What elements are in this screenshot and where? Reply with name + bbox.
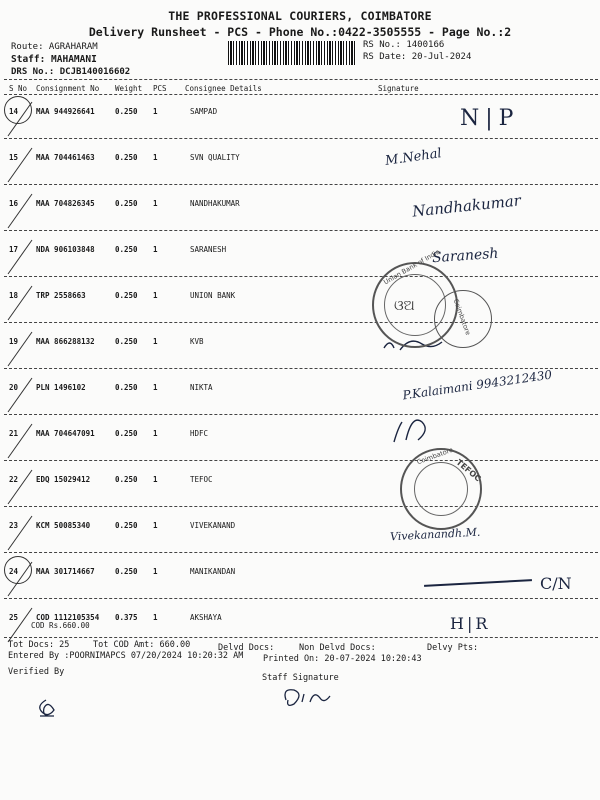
row-weight: 0.250 [115, 383, 138, 392]
divider [4, 94, 598, 95]
row-consignment: PLN 1496102 [36, 383, 86, 392]
col-pcs: PCS [153, 84, 167, 93]
row-sno: 20 [9, 383, 19, 392]
table-row [0, 144, 600, 190]
row-sno: 19 [9, 337, 19, 346]
row-sno: 16 [9, 199, 19, 208]
row-pcs: 1 [153, 107, 158, 116]
row-sno: 24 [9, 567, 19, 576]
row-pcs: 1 [153, 613, 158, 622]
signature-row-24: C/N [540, 574, 572, 593]
row-pcs: 1 [153, 383, 158, 392]
signature-row-15: M.Nehal [384, 146, 443, 169]
row-weight: 0.250 [115, 199, 138, 208]
divider [4, 79, 598, 80]
checkmark-icon [2, 146, 36, 186]
staff-label: Staff: MAHAMANI [11, 54, 97, 65]
row-consignee: KVB [190, 337, 204, 346]
row-pcs: 1 [153, 199, 158, 208]
row-consignee: UNION BANK [190, 291, 236, 300]
entered-by: Entered By :POORNIMAPCS 07/20/2024 10:20:32 AM [8, 651, 244, 661]
row-weight: 0.250 [115, 475, 138, 484]
table-row [0, 512, 600, 558]
row-divider [4, 598, 598, 599]
row-consignee: NANDHAKUMAR [190, 199, 240, 208]
non-delivered-docs: Non Delvd Docs: [299, 643, 376, 653]
row-sno: 22 [9, 475, 19, 484]
row-pcs: 1 [153, 475, 158, 484]
row-weight: 0.250 [115, 337, 138, 346]
route-label: Route: AGRAHARAM [11, 42, 98, 52]
row-pcs: 1 [153, 567, 158, 576]
row-consignee: TEFOC [190, 475, 213, 484]
col-sno: S No [9, 84, 28, 93]
row-weight: 0.375 [115, 613, 138, 622]
row-pcs: 1 [153, 429, 158, 438]
col-weight: Weight [115, 84, 143, 93]
divider [4, 637, 598, 638]
signature-row-20: P.Kalaimani 9943212430 [401, 367, 553, 403]
company-title: THE PROFESSIONAL COURIERS, COIMBATORE [168, 9, 432, 23]
checkmark-icon [2, 376, 36, 416]
barcode [228, 41, 356, 65]
signature-row-14: N|P [460, 106, 520, 131]
verified-by: Verified By [8, 667, 65, 677]
total-cod-amount: Tot COD Amt: 660.00 [93, 640, 191, 650]
checkmark-icon [2, 330, 36, 370]
checkmark-icon [2, 100, 36, 140]
row-consignee: MANIKANDAN [190, 567, 236, 576]
row-consignment: NDA 906103848 [36, 245, 95, 254]
verifier-scribble [34, 696, 60, 722]
checkmark-icon [2, 284, 36, 324]
table-row [0, 466, 600, 512]
row-pcs: 1 [153, 337, 158, 346]
row-sno: 21 [9, 429, 19, 438]
row-weight: 0.250 [115, 245, 138, 254]
tefoc-stamp: TEFOC Coimbatore [400, 448, 482, 530]
rs-number: RS No.: 1400166 [363, 40, 445, 50]
row-consignment: KCM 50085340 [36, 521, 91, 530]
row-consignee: HDFC [190, 429, 209, 438]
col-consignment: Consignment No [36, 84, 100, 93]
row-divider [4, 414, 598, 415]
row-sno: 15 [9, 153, 19, 162]
row-consignee: AKSHAYA [190, 613, 222, 622]
row-weight: 0.250 [115, 429, 138, 438]
union-bank-seal: Coimbatore [434, 290, 492, 348]
row-divider [4, 276, 598, 277]
row-sno: 23 [9, 521, 19, 530]
row-consignee: SARANESH [190, 245, 227, 254]
checkmark-icon [2, 560, 36, 600]
table-row [0, 282, 600, 328]
row-divider [4, 230, 598, 231]
row-divider [4, 138, 598, 139]
signature-row-16: Nandhakumar [411, 191, 522, 221]
col-consignee: Consignee Details [185, 84, 262, 93]
checkmark-icon [2, 514, 36, 554]
row-consignee: NIKTA [190, 383, 213, 392]
row-consignment: MAA 866288132 [36, 337, 95, 346]
signature-row-17: Saranesh [431, 245, 499, 267]
signature-row-23: Vivekanandh.M. [389, 525, 481, 544]
row-sno: 18 [9, 291, 19, 300]
row-consignment: MAA 301714667 [36, 567, 95, 576]
row-consignment: MAA 944926641 [36, 107, 95, 116]
table-row [0, 420, 600, 466]
row-divider [4, 460, 598, 461]
col-signature: Signature [378, 84, 419, 93]
checkmark-icon [2, 238, 36, 278]
row-consignee: SAMPAD [190, 107, 218, 116]
signature-row-25: H|R [450, 614, 491, 633]
row-weight: 0.250 [115, 567, 138, 576]
row-sno: 17 [9, 245, 19, 254]
row-pcs: 1 [153, 291, 158, 300]
row-consignee: SVN QUALITY [190, 153, 240, 162]
row-sno: 14 [9, 107, 19, 116]
row-consignee: VIVEKANAND [190, 521, 236, 530]
staff-signature-scribble [280, 684, 340, 710]
rs-date: RS Date: 20-Jul-2024 [363, 52, 472, 62]
row-consignment: MAA 704826345 [36, 199, 95, 208]
row-pcs: 1 [153, 245, 158, 254]
delivery-points: Delvy Pts: [427, 643, 479, 653]
delivered-docs: Delvd Docs: [218, 643, 275, 653]
row-weight: 0.250 [115, 153, 138, 162]
table-row [0, 328, 600, 374]
row-divider [4, 368, 598, 369]
drs-number: DRS No.: DCJB140016602 [11, 67, 131, 77]
checkmark-icon [2, 422, 36, 462]
row-consignment: COD 1112105354 [36, 613, 100, 622]
row-consignment: TRP 2558663 [36, 291, 86, 300]
union-bank-stamp: Union Bank of India ଓଅ [372, 262, 458, 348]
runsheet-subtitle: Delivery Runsheet - PCS - Phone No.:0422-3505555 - Page No.:2 [88, 25, 512, 39]
row-sno: 25 [9, 613, 19, 622]
staff-signature-label: Staff Signature [262, 673, 339, 683]
row-divider [4, 184, 598, 185]
checkmark-icon [2, 192, 36, 232]
row-pcs: 1 [153, 153, 158, 162]
row-pcs: 1 [153, 521, 158, 530]
printed-on: Printed On: 20-07-2024 10:20:43 [263, 654, 422, 664]
scribble-row-21 [388, 412, 448, 448]
table-row [0, 236, 600, 282]
row-divider [4, 506, 598, 507]
row-divider [4, 552, 598, 553]
total-docs: Tot Docs: 25 [8, 640, 70, 650]
row-weight: 0.250 [115, 521, 138, 530]
row-divider [4, 322, 598, 323]
row-weight: 0.250 [115, 291, 138, 300]
row-weight: 0.250 [115, 107, 138, 116]
row-consignment: MAA 704647091 [36, 429, 95, 438]
cod-note: COD Rs.660.00 [31, 621, 90, 630]
row-consignment: EDQ 15029412 [36, 475, 91, 484]
checkmark-icon [2, 468, 36, 508]
row-consignment: MAA 704461463 [36, 153, 95, 162]
